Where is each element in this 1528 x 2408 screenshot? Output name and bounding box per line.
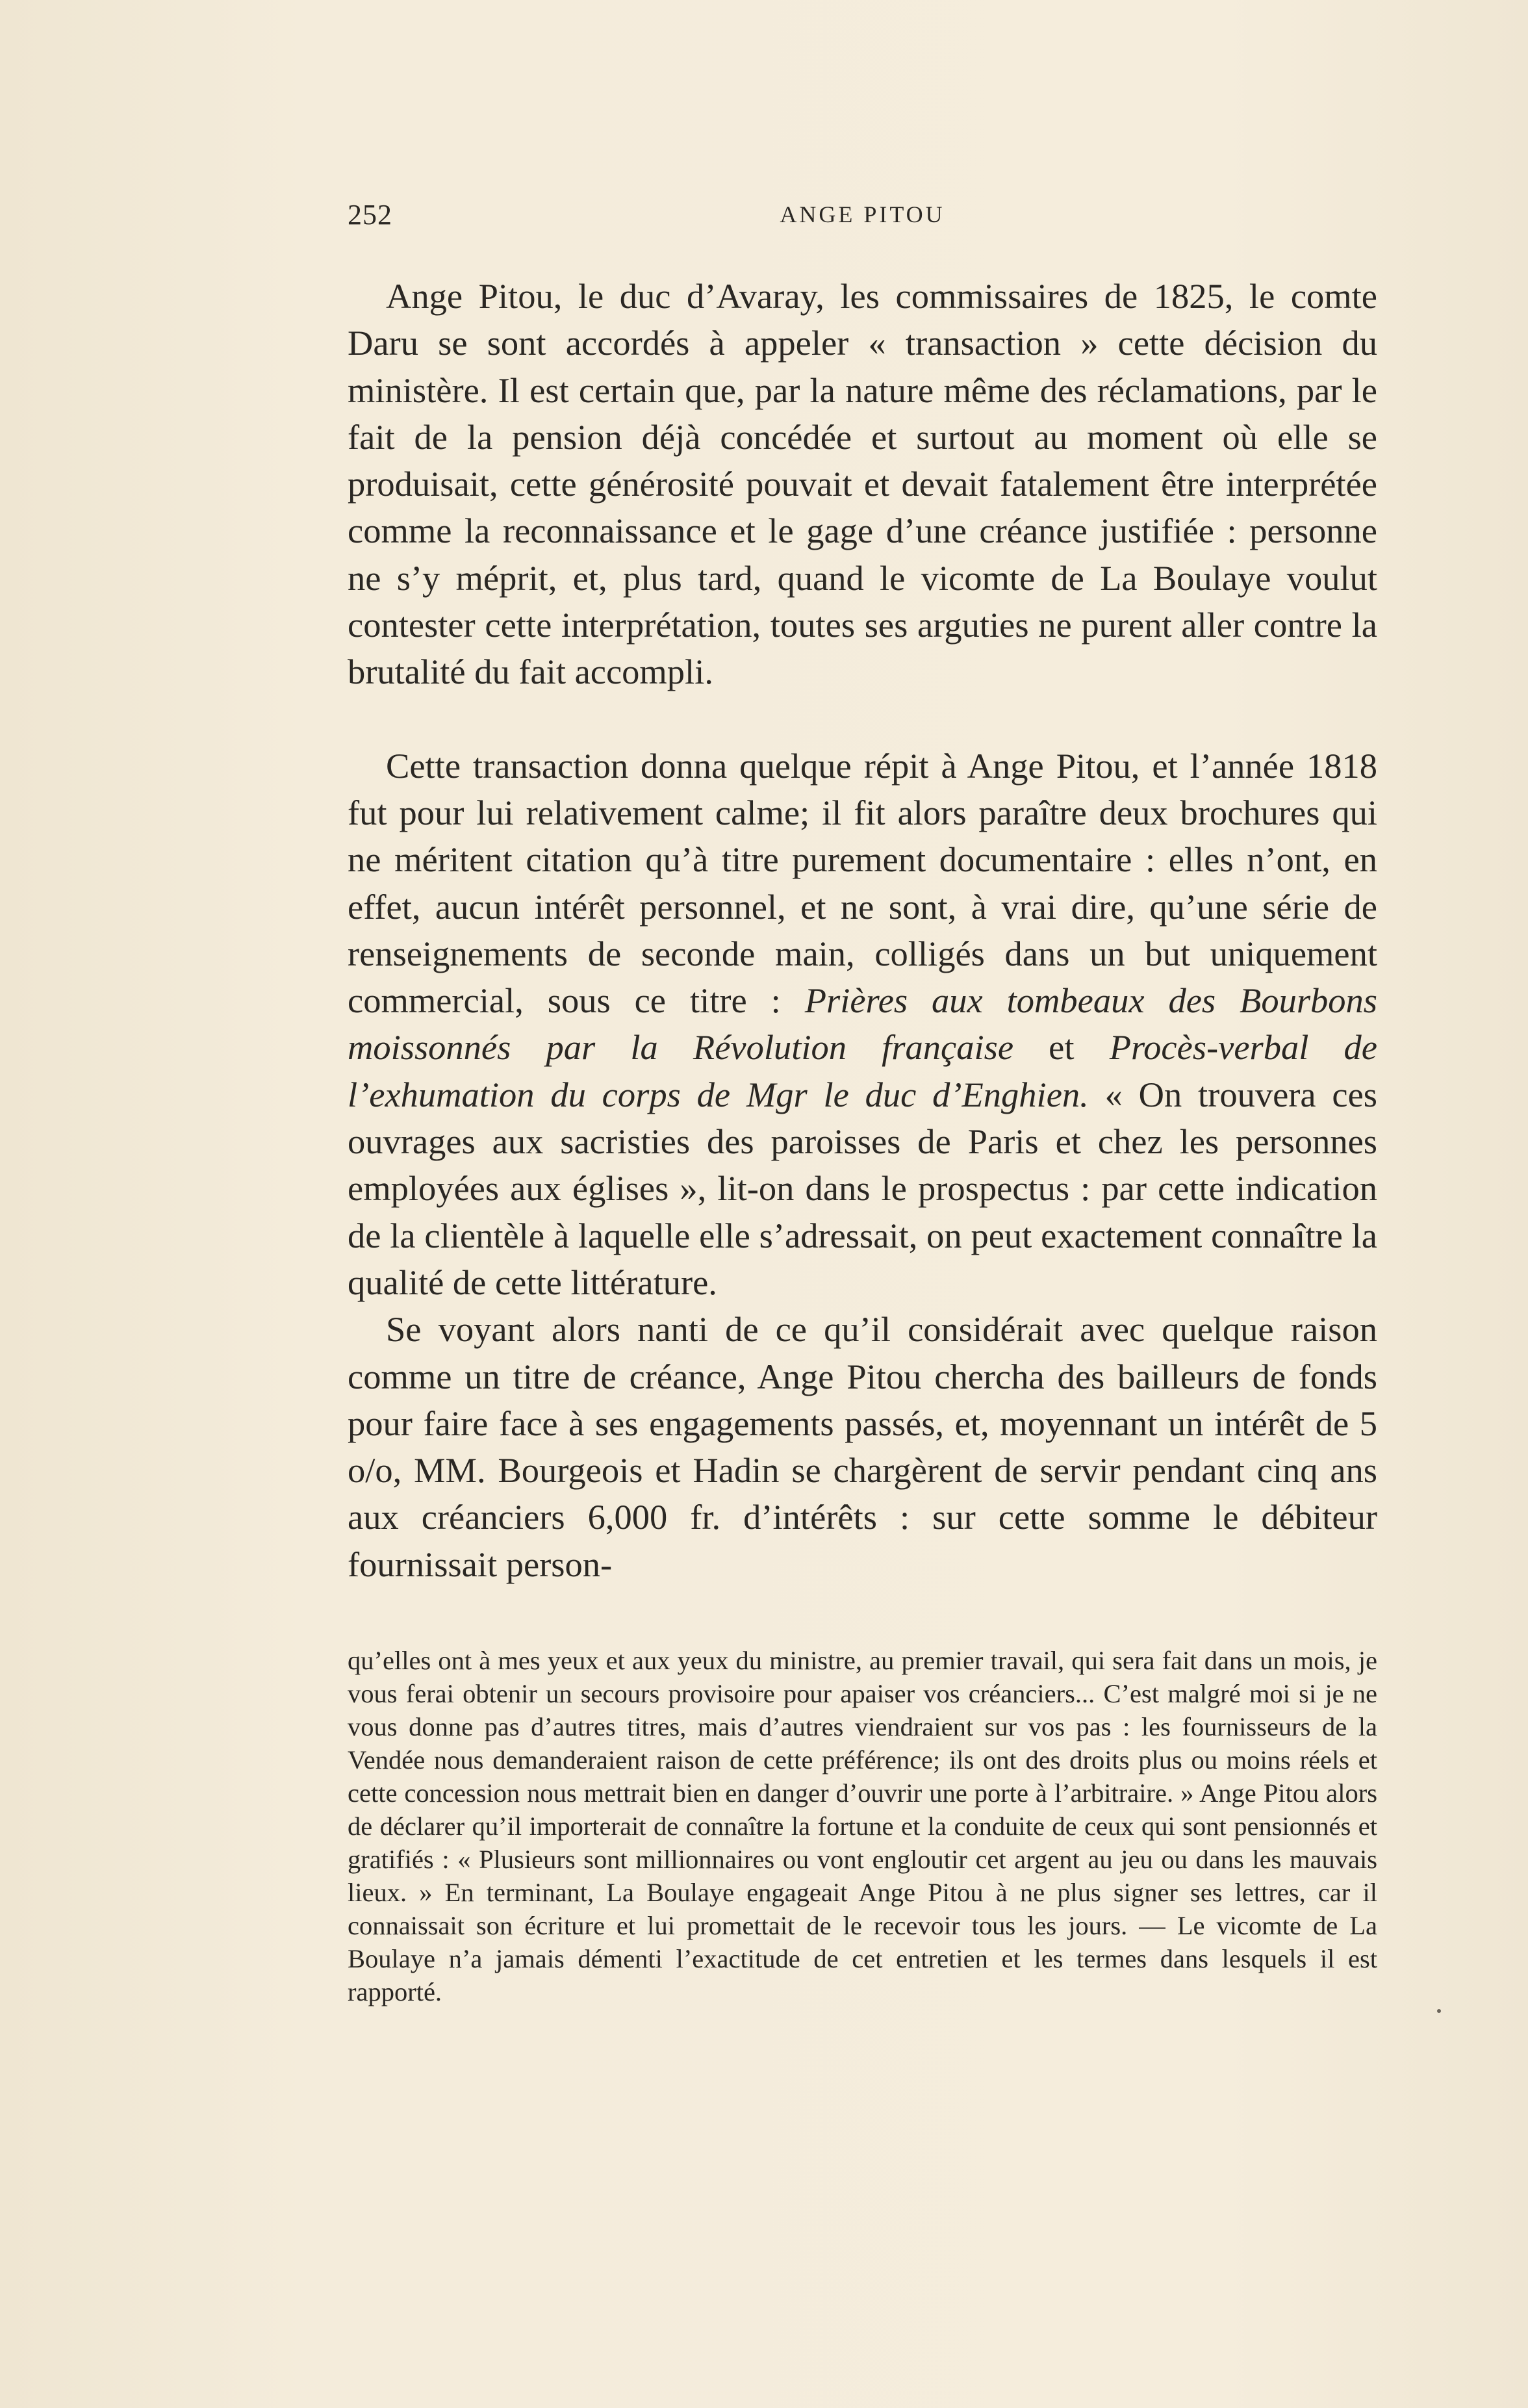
paragraph-2-text-a: Cette transaction donna quelque répit à Ange Pitou, et l’année 1818 fut pour lui relativement calme; il fit alors paraître deux brochures qui ne méritent citation qu’à titre purement documentaire : elles n’ont, en effet, aucun intérêt personnel, et ne sont, à vrai dire, qu’une série de renseignements de seconde main, colligés dans un but uniquement commercial, sous ce titre :: [348, 745, 1377, 1021]
paragraph-3: [348, 1306, 1377, 1588]
paragraph-1: [348, 273, 1377, 696]
paragraph-2-conjunction: et: [1013, 1027, 1110, 1068]
margin-speck: [1437, 2009, 1441, 2013]
brochure-title-prieres: Prières aux tombeaux des Bourbons moissonnés par la Révolution française: [348, 980, 1377, 1068]
main-text: [348, 273, 1377, 1588]
page-number: 252: [348, 199, 392, 231]
paragraph-2-text-b: « On trouvera ces ouvrages aux sacristies des paroisses de Paris et chez les personnes employées aux églises », lit-on dans le prospectus : par cette indication de la clientèle à laquelle elle s’adressait, on peut exactement connaître la qualité de cette littérature.: [348, 1074, 1377, 1302]
paragraph-3-text: Se voyant alors nanti de ce qu’il considérait avec quelque raison comme un titre de créance, Ange Pitou chercha des bailleurs de fonds pour faire face à ses engagements passés, et, moyennant un intérêt de 5 o/o, MM. Bourgeois et Hadin se chargèrent de servir pendant cinq ans aux créanciers 6,000 fr. d’intérêts : sur cette somme le débiteur fournissait person-: [348, 1309, 1377, 1584]
brochure-title-proces-verbal: Procès-verbal de l’exhumation du corps de Mgr le duc d’Enghien.: [348, 1027, 1377, 1114]
paragraph-2: [348, 743, 1377, 1307]
paragraph-1-text: Ange Pitou, le duc d’Avaray, les commissaires de 1825, le comte Daru se sont accordés à appeler « transaction » cette décision du ministère. Il est certain que, par la nature même des réclamations, par le fait de la pension déjà concédée et surtout au moment où elle se produisait, cette générosité pouvait et devait fatalement être interprétée comme la reconnaissance et le gage d’une créance justifiée : personne ne s’y méprit, et, plus tard, quand le vicomte de La Boulaye voulut contester cette interprétation, toutes ses arguties ne purent aller contre la brutalité du fait accompli.: [348, 276, 1377, 692]
footnote: [348, 1644, 1377, 2008]
footnote-text: qu’elles ont à mes yeux et aux yeux du ministre, au premier travail, qui sera fait dans un mois, je vous ferai obtenir un secours provisoire pour apaiser vos créanciers... C’est malgré moi si je ne vous donne pas d’autres titres, mais d’autres viendraient sur vos pas : les fournisseurs de la Vendée nous demanderaient raison de cette préférence; ils ont des droits plus ou moins réels et cette concession nous mettrait bien en danger d’ouvrir une porte à l’arbitraire. » Ange Pitou alors de déclarer qu’il importerait de connaître la fortune et la conduite de ceux qui sont pensionnés et gratifiés : « Plusieurs sont millionnaires ou vont engloutir cet argent au jeu ou dans les mauvais lieux. » En terminant, La Boulaye engageait Ange Pitou à ne plus signer ses lettres, car il connaissait son écriture et lui promettait de le recevoir tous les jours. — Le vicomte de La Boulaye n’a jamais démenti l’exactitude de cet entretien et les termes dans lesquels il est rapporté.: [348, 1646, 1377, 2006]
running-head: [348, 198, 1377, 237]
running-title: ANGE PITOU: [780, 201, 945, 227]
